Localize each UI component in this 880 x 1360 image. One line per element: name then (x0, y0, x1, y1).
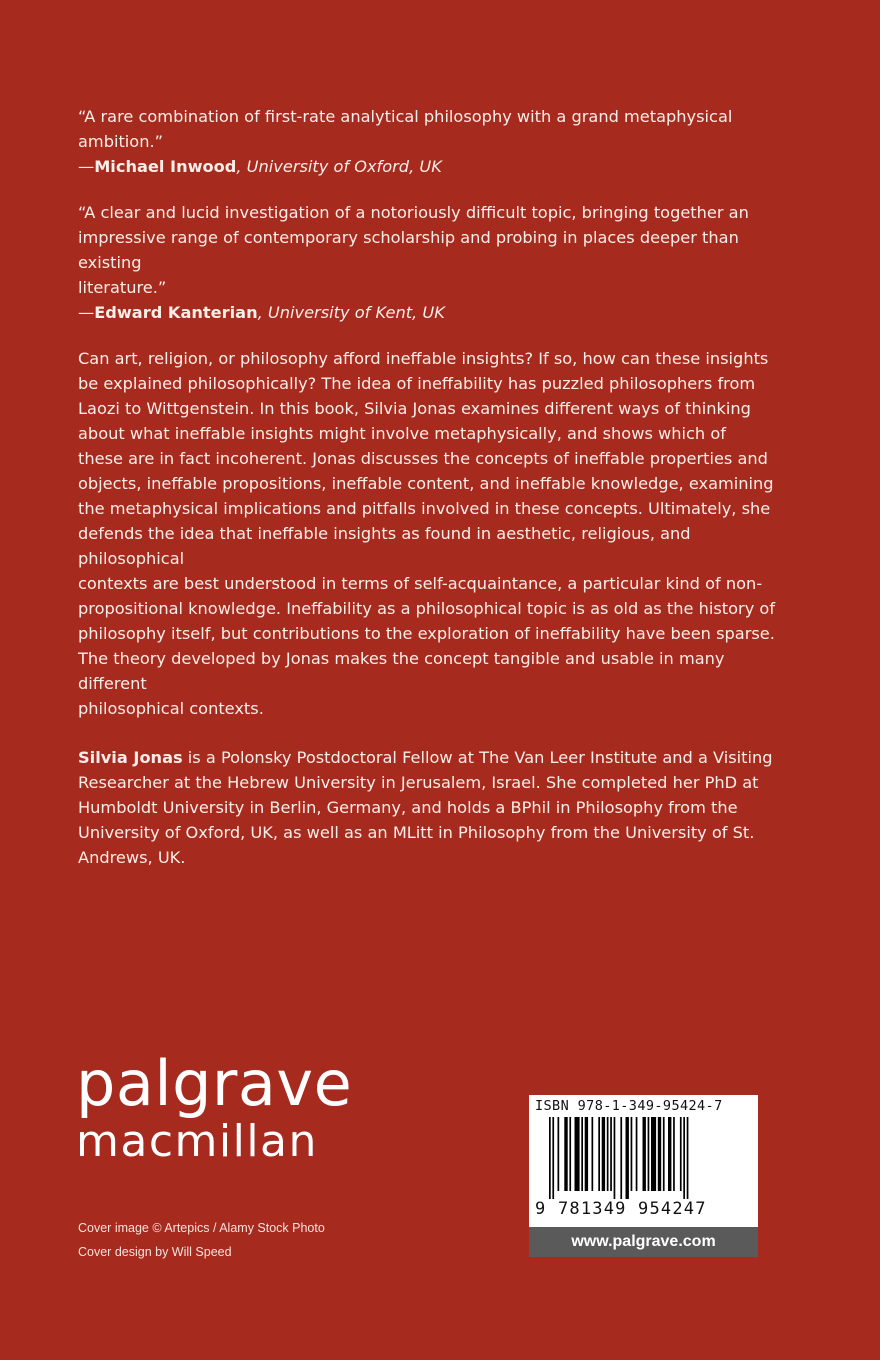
barcode-bar (549, 1117, 551, 1199)
quote-author: Michael Inwood (94, 157, 237, 176)
description-line: Can art, religion, or philosophy afford ineffable insights? If so, how can these insights (78, 349, 769, 368)
bio-line: Andrews, UK. (78, 848, 186, 867)
quote-line: “A rare combination of first-rate analytical philosophy with a grand metaphysical (78, 107, 733, 126)
description-line: propositional knowledge. Ineffability as a philosophical topic is as old as the history of (78, 599, 776, 618)
cover-credits (78, 1216, 325, 1264)
endorsement-quote (78, 200, 778, 325)
cover-image-credit: Cover image © Artepics / Alamy Stock Photo (78, 1221, 325, 1235)
barcode-bar (631, 1117, 633, 1191)
quote-affiliation: , University of Kent, UK (257, 303, 445, 322)
quote-line: ambition.” (78, 132, 164, 151)
barcode-number: 781349 954247 (558, 1199, 707, 1219)
quote-attribution (78, 300, 778, 325)
description-line: philosophical contexts. (78, 699, 264, 718)
isbn-label: ISBN 978-1-349-95424-7 (535, 1098, 723, 1114)
barcode-bar (558, 1117, 560, 1191)
cover-text (78, 104, 778, 870)
barcode-bar (598, 1117, 600, 1191)
logo-word-macmillan: macmillan (76, 1116, 318, 1167)
description-line: objects, ineffable propositions, ineffable content, and ineffable knowledge, examining (78, 474, 774, 493)
publisher-url: www.palgrave.com (529, 1227, 758, 1257)
bio-text: is a Polonsky Postdoctoral Fellow at The Van Leer Institute and a Visiting (182, 748, 773, 767)
quote-line: literature.” (78, 278, 167, 297)
logo-word-palgrave: palgrave (76, 1047, 353, 1120)
barcode-bar (626, 1117, 629, 1199)
barcode-bar (658, 1117, 661, 1191)
bio-author-name: Silvia Jonas (78, 748, 183, 767)
endorsement-quote (78, 104, 778, 179)
barcode-bar (663, 1117, 665, 1191)
isbn-barcode (529, 1095, 758, 1257)
description-line: contexts are best understood in terms of self-acquaintance, a particular kind of non- (78, 574, 763, 593)
barcode-bar (620, 1117, 622, 1199)
description-line: about what ineffable insights might involve metaphysically, and shows which of (78, 424, 726, 443)
description-line: The theory developed by Jonas makes the concept tangible and usable in many different (78, 649, 725, 693)
description-line: these are in fact incoherent. Jonas discusses the concepts of ineffable properties and (78, 449, 768, 468)
quote-affiliation: , University of Oxford, UK (236, 157, 442, 176)
barcode-bar (585, 1117, 588, 1191)
barcode-bar (575, 1117, 580, 1191)
barcode-bar (614, 1117, 616, 1199)
barcode-bar (687, 1117, 689, 1199)
barcode-bar (610, 1117, 612, 1191)
quote-attribution (78, 154, 778, 179)
attribution-dash: — (78, 157, 95, 176)
palgrave-macmillan-logo (76, 1047, 353, 1168)
cover-design-credit: Cover design by Will Speed (78, 1245, 232, 1259)
bio-line: Humboldt University in Berlin, Germany, and holds a BPhil in Philosophy from the (78, 798, 738, 817)
quote-line: “A clear and lucid investigation of a notoriously difficult topic, bringing together an (78, 203, 749, 222)
barcode-bars-icon (549, 1117, 741, 1199)
barcode-bar (592, 1117, 594, 1191)
quote-author: Edward Kanterian (94, 303, 258, 322)
barcode-bar (680, 1117, 682, 1191)
barcode-bar (643, 1117, 646, 1191)
barcode-number-prefix: 9 (535, 1199, 546, 1219)
description-line: philosophy itself, but contributions to the exploration of ineffability have been sparse. (78, 624, 775, 643)
attribution-dash: — (78, 303, 95, 322)
barcode-bar (602, 1117, 605, 1191)
barcode-bar (668, 1117, 671, 1191)
bio-line: University of Oxford, UK, as well as an MLitt in Philosophy from the University of St. (78, 823, 755, 842)
bio-line: Researcher at the Hebrew University in Jerusalem, Israel. She completed her PhD at (78, 773, 759, 792)
barcode-bar (648, 1117, 650, 1191)
barcode-bar (651, 1117, 656, 1191)
barcode-bar (564, 1117, 567, 1191)
barcode-bar (673, 1117, 675, 1191)
author-bio (78, 745, 778, 870)
barcode-bar (636, 1117, 638, 1191)
description-line: be explained philosophically? The idea of ineffability has puzzled philosophers from (78, 374, 756, 393)
barcode-bar (581, 1117, 583, 1191)
book-description (78, 346, 778, 721)
barcode-bar (552, 1117, 554, 1199)
bio-line (78, 745, 778, 770)
description-line: the metaphysical implications and pitfalls involved in these concepts. Ultimately, she (78, 499, 771, 518)
barcode-bar (607, 1117, 609, 1191)
barcode-bar (683, 1117, 685, 1199)
barcode-bar (569, 1117, 571, 1191)
description-line: defends the idea that ineffable insights as found in aesthetic, religious, and philosophical (78, 524, 691, 568)
description-line: Laozi to Wittgenstein. In this book, Silvia Jonas examines different ways of thinking (78, 399, 751, 418)
quote-line: impressive range of contemporary scholarship and probing in places deeper than existing (78, 228, 739, 272)
